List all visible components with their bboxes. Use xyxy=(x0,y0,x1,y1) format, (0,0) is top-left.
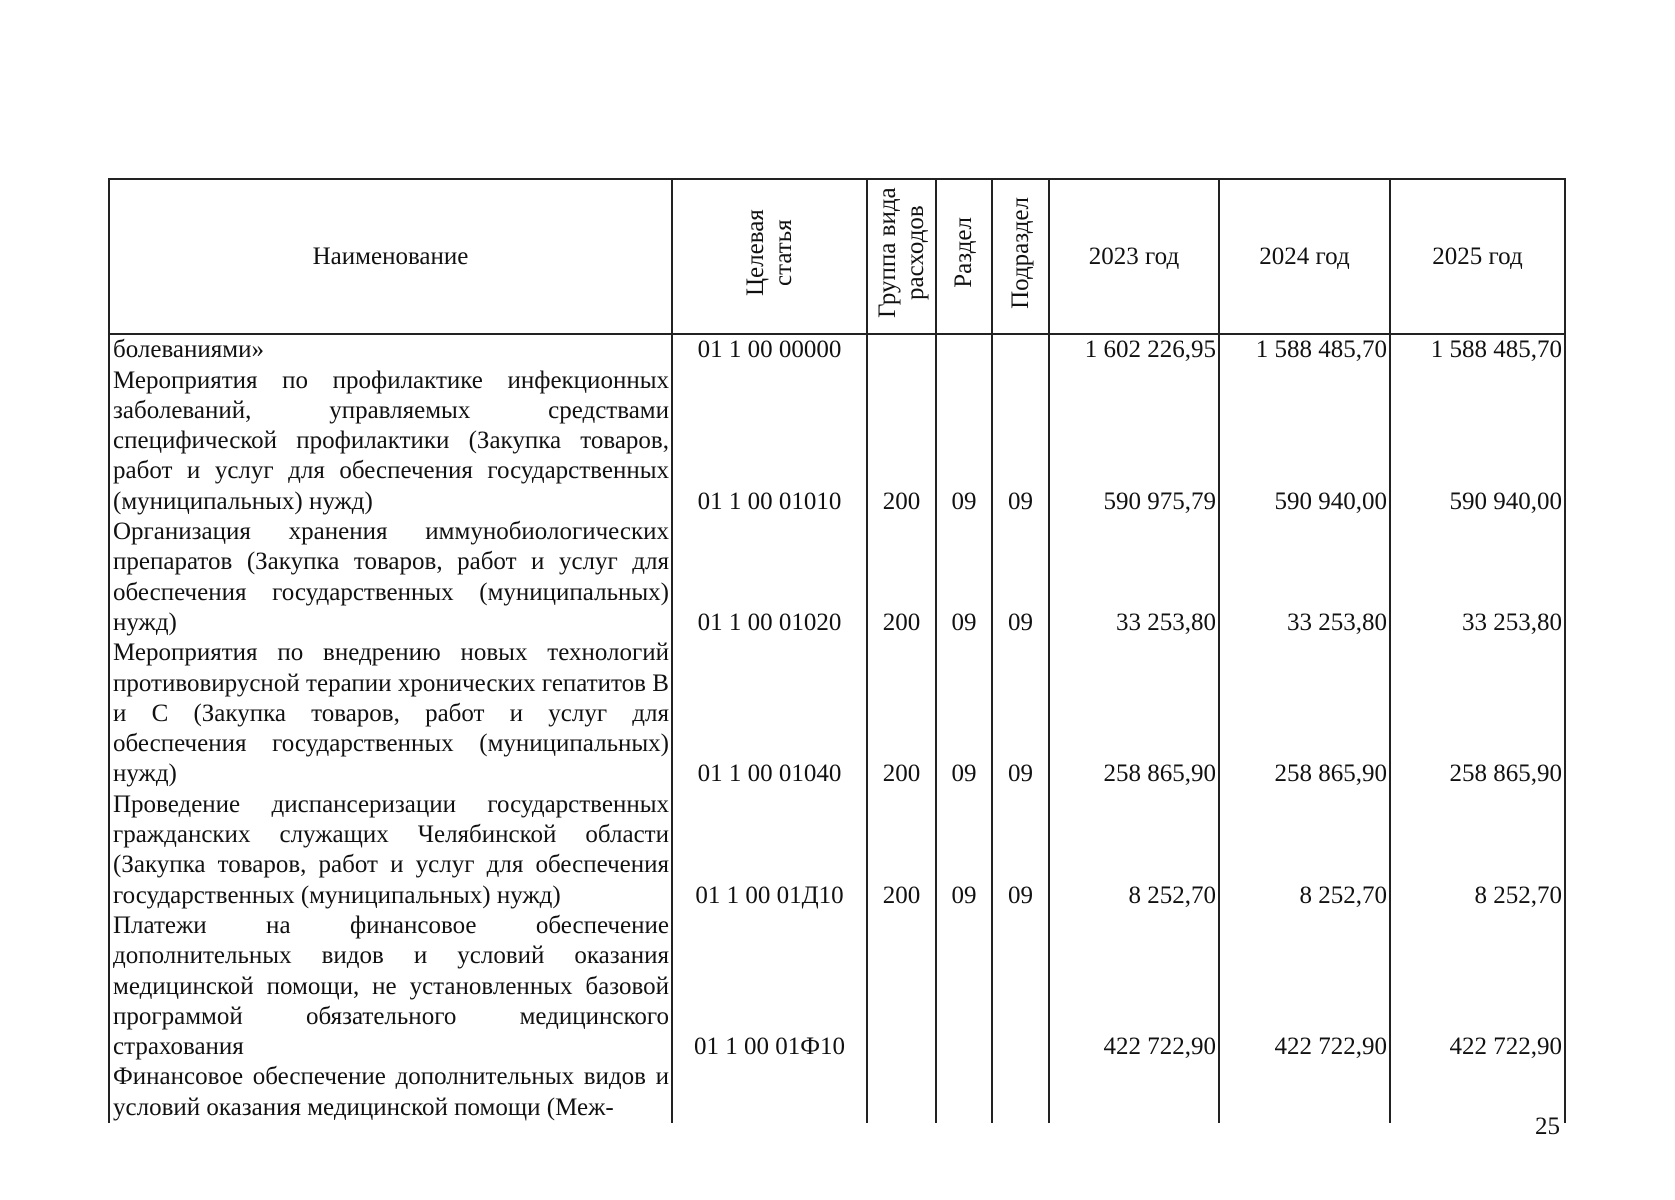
header-2024: 2024 год xyxy=(1219,179,1390,334)
row-group xyxy=(867,911,936,1062)
header-subsection xyxy=(992,179,1049,334)
table-row xyxy=(109,517,1565,638)
header-group-label: Группа вида расходов xyxy=(873,187,929,318)
row-2025: 8 252,70 xyxy=(1390,790,1565,911)
row-group: 200 xyxy=(867,517,936,638)
row-target: 01 1 00 01020 xyxy=(672,517,867,638)
row-section: 09 xyxy=(936,790,992,911)
row-2024: 422 722,90 xyxy=(1219,911,1390,1062)
row-2025: 258 865,90 xyxy=(1390,638,1565,789)
row-group xyxy=(867,1062,936,1123)
table-row xyxy=(109,638,1565,789)
header-2025: 2025 год xyxy=(1390,179,1565,334)
row-2024: 1 588 485,70 xyxy=(1219,334,1390,365)
header-target-label: Целевая статья xyxy=(741,209,797,296)
row-section xyxy=(936,1062,992,1123)
row-section: 09 xyxy=(936,517,992,638)
row-section xyxy=(936,334,992,365)
row-target: 01 1 00 01Д10 xyxy=(672,790,867,911)
row-2025: 1 588 485,70 xyxy=(1390,334,1565,365)
row-subsection: 09 xyxy=(992,366,1049,517)
row-target: 01 1 00 01010 xyxy=(672,366,867,517)
row-subsection xyxy=(992,1062,1049,1123)
row-name: Мероприятия по внедрению новых технологий противовирусной терапии хронических гепатитов В и С (Закупка товаров, работ и услуг для обеспечения государственных (муниципальных) нужд) xyxy=(109,638,672,789)
row-section: 09 xyxy=(936,366,992,517)
row-group: 200 xyxy=(867,366,936,517)
header-section xyxy=(936,179,992,334)
table-row xyxy=(109,790,1565,911)
row-name: болеваниями» xyxy=(109,334,672,365)
row-target xyxy=(672,1062,867,1123)
row-2024: 8 252,70 xyxy=(1219,790,1390,911)
header-subsection-label: Подраздел xyxy=(1006,196,1034,309)
row-group: 200 xyxy=(867,790,936,911)
header-section-label: Раздел xyxy=(950,217,977,288)
row-section xyxy=(936,911,992,1062)
row-2023: 33 253,80 xyxy=(1049,517,1219,638)
row-2023: 1 602 226,95 xyxy=(1049,334,1219,365)
table-row xyxy=(109,334,1565,365)
row-target: 01 1 00 01Ф10 xyxy=(672,911,867,1062)
row-subsection xyxy=(992,334,1049,365)
budget-table xyxy=(108,178,1566,1123)
row-name: Проведение диспансеризации государственных гражданских служащих Челябинской области (Закупка товаров, работ и услуг для обеспечения государственных (муниципальных) нужд) xyxy=(109,790,672,911)
row-2023: 258 865,90 xyxy=(1049,638,1219,789)
table-row xyxy=(109,366,1565,517)
row-target: 01 1 00 00000 xyxy=(672,334,867,365)
header-2023: 2023 год xyxy=(1049,179,1219,334)
row-2023: 422 722,90 xyxy=(1049,911,1219,1062)
table-header-row xyxy=(109,179,1565,334)
row-2025: 33 253,80 xyxy=(1390,517,1565,638)
row-subsection: 09 xyxy=(992,638,1049,789)
row-subsection xyxy=(992,911,1049,1062)
row-subsection: 09 xyxy=(992,517,1049,638)
row-subsection: 09 xyxy=(992,790,1049,911)
header-group xyxy=(867,179,936,334)
row-name: Финансовое обеспечение дополнительных видов и условий оказания медицинской помощи (Меж- xyxy=(109,1062,672,1123)
row-name: Мероприятия по профилактике инфекционных заболеваний, управляемых средствами специфической профилактики (Закупка товаров, работ и услуг для обеспечения государственных (муниципальных) нужд) xyxy=(109,366,672,517)
row-group xyxy=(867,334,936,365)
budget-table-wrapper xyxy=(108,178,1564,1121)
row-2024: 33 253,80 xyxy=(1219,517,1390,638)
row-section: 09 xyxy=(936,638,992,789)
row-2023: 8 252,70 xyxy=(1049,790,1219,911)
row-name: Платежи на финансовое обеспечение дополнительных видов и условий оказания медицинской помощи, не установленных базовой программой обязательного медицинского страхования xyxy=(109,911,672,1062)
table-row xyxy=(109,1062,1565,1123)
row-2023 xyxy=(1049,1062,1219,1123)
row-2024: 590 940,00 xyxy=(1219,366,1390,517)
row-2024 xyxy=(1219,1062,1390,1123)
table-row xyxy=(109,911,1565,1062)
row-2025: 590 940,00 xyxy=(1390,366,1565,517)
header-target xyxy=(672,179,867,334)
row-2025: 422 722,90 xyxy=(1390,911,1565,1062)
page-number: 25 xyxy=(1535,1113,1560,1140)
row-group: 200 xyxy=(867,638,936,789)
row-2023: 590 975,79 xyxy=(1049,366,1219,517)
row-target: 01 1 00 01040 xyxy=(672,638,867,789)
header-name: Наименование xyxy=(109,179,672,334)
row-2024: 258 865,90 xyxy=(1219,638,1390,789)
row-name: Организация хранения иммунобиологических препаратов (Закупка товаров, работ и услуг для обеспечения государственных (муниципальных) нужд) xyxy=(109,517,672,638)
